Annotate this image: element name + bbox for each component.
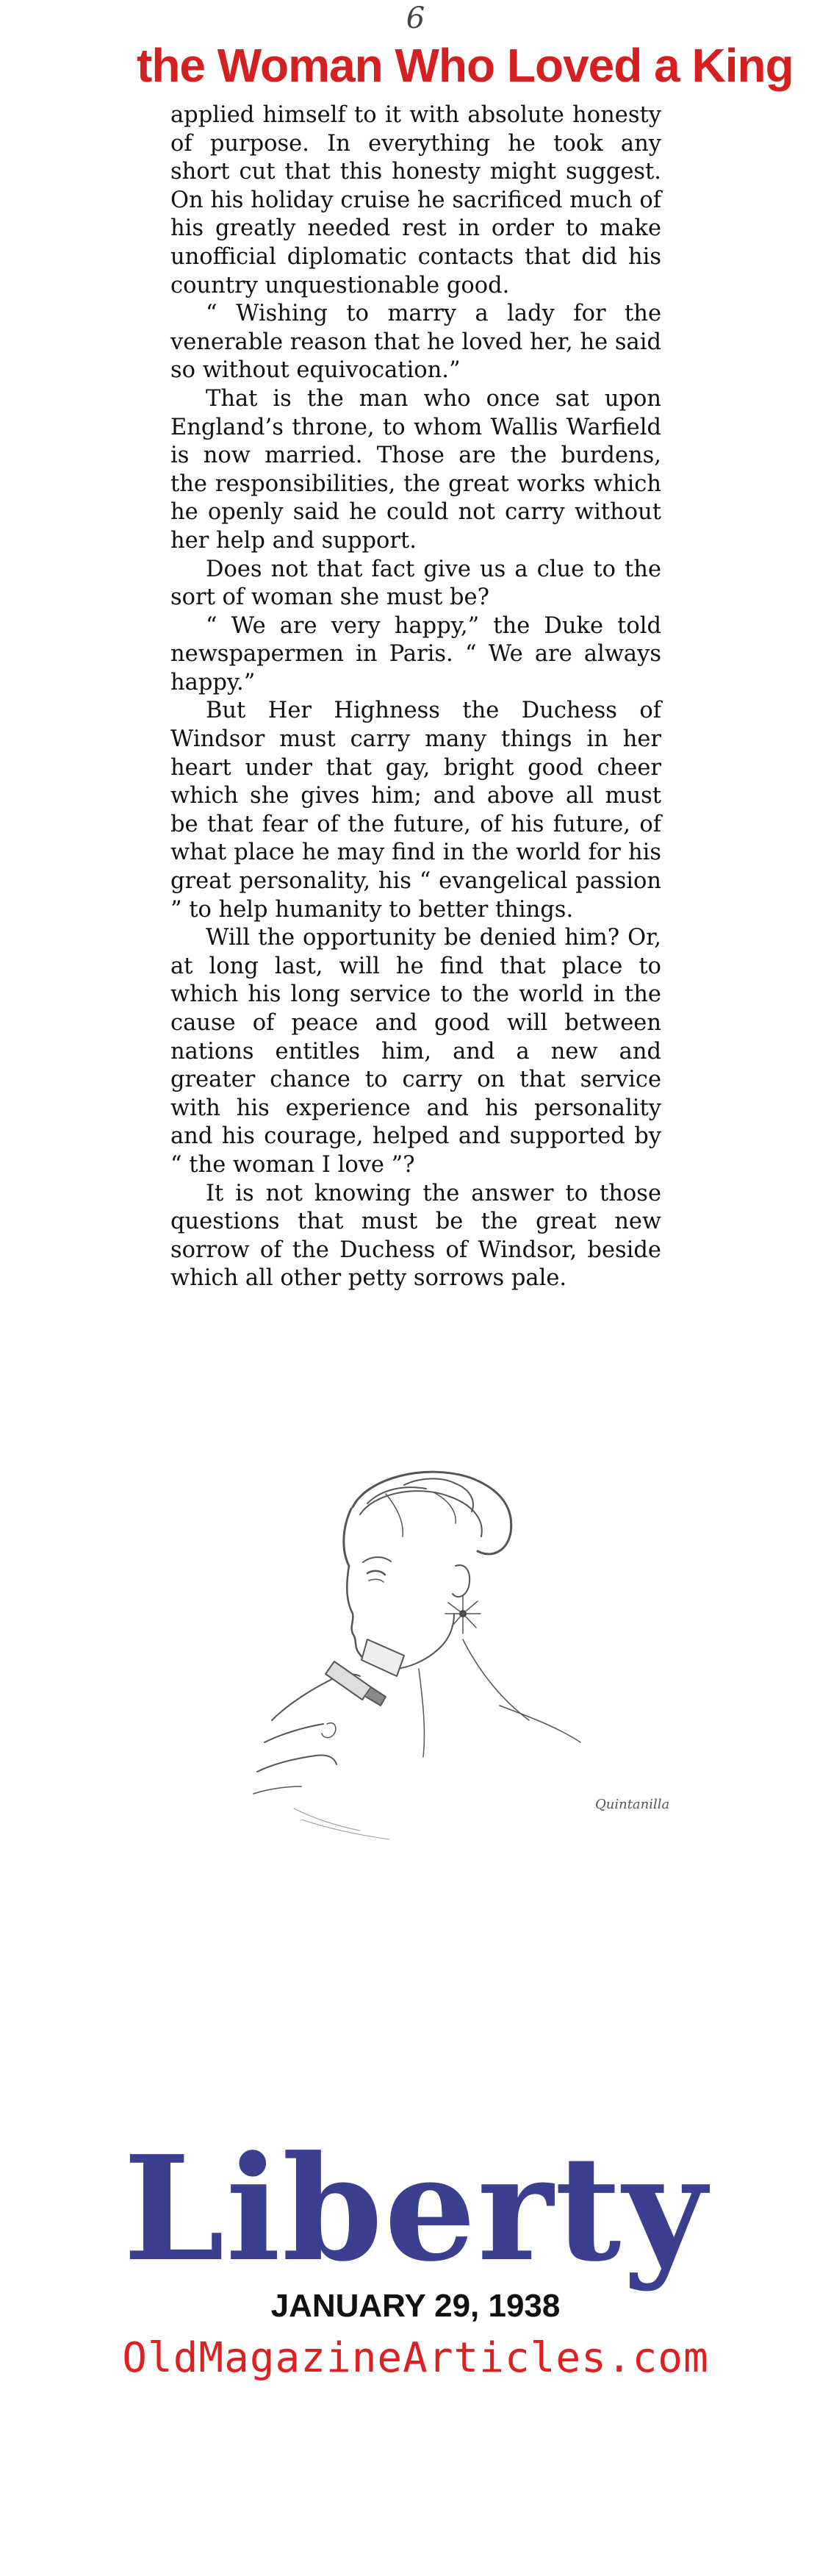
article-header-title: the Woman Who Loved a King [137, 39, 794, 92]
article-paragraph: That is the man who once sat upon England’s throne, to whom Wallis Warfield is now married. Those are the burdens, the responsibilities, the great works which he openly said he could not carry without her help and support. [170, 385, 661, 554]
article-paragraph: Does not that fact give us a clue to the sort of woman she must be? [170, 556, 661, 611]
article-paragraph: Will the opportunity be denied him? Or, at long last, will he find that place to which his long service to the world in the cause of peace and good will between nations entitles him, and a new and greater chance to carry on that service with his experience and his personality and his courage, helped and supported by “ the woman I love ”? [170, 925, 661, 1178]
woman-lipstick-illustration [184, 1463, 670, 1875]
issue-date: JANUARY 29, 1938 [270, 2288, 561, 2324]
article-paragraph: applied himself to it with absolute honesty of purpose. In everything he took any short cut that this honesty might suggest. On his holiday cruise he sacrificed much of his greatly needed rest in order to make unofficial diplomatic contacts that did his country unquestionable good. [170, 102, 661, 298]
oldmagazinearticles-watermark[interactable]: OldMagazineArticles.com [122, 2334, 709, 2382]
article-paragraph: But Her Highness the Duchess of Windsor must carry many things in her heart under that gay, bright good cheer which she gives him; and above all must be that fear of the future, of his future, of what place he may find in the world for his great personality, his “ evangelical passion ” to help humanity to better things. [170, 698, 661, 923]
page-number: 6 [406, 1, 425, 35]
article-paragraph: “ Wishing to marry a lady for the venerable reason that he loved her, he said so without equivocation.” [170, 301, 661, 384]
article-body [170, 101, 661, 1293]
article-paragraph: It is not knowing the answer to those questions that must be the great new sorrow of the Duchess of Windsor, beside which all other petty sorrows pale. [170, 1180, 661, 1292]
illustration-signature: Quintanilla [595, 1797, 670, 1812]
liberty-logo: Liberty [123, 2125, 708, 2294]
article-paragraph: “ We are very happy,” the Duke told newspapermen in Paris. “ We are always happy.” [170, 612, 661, 695]
